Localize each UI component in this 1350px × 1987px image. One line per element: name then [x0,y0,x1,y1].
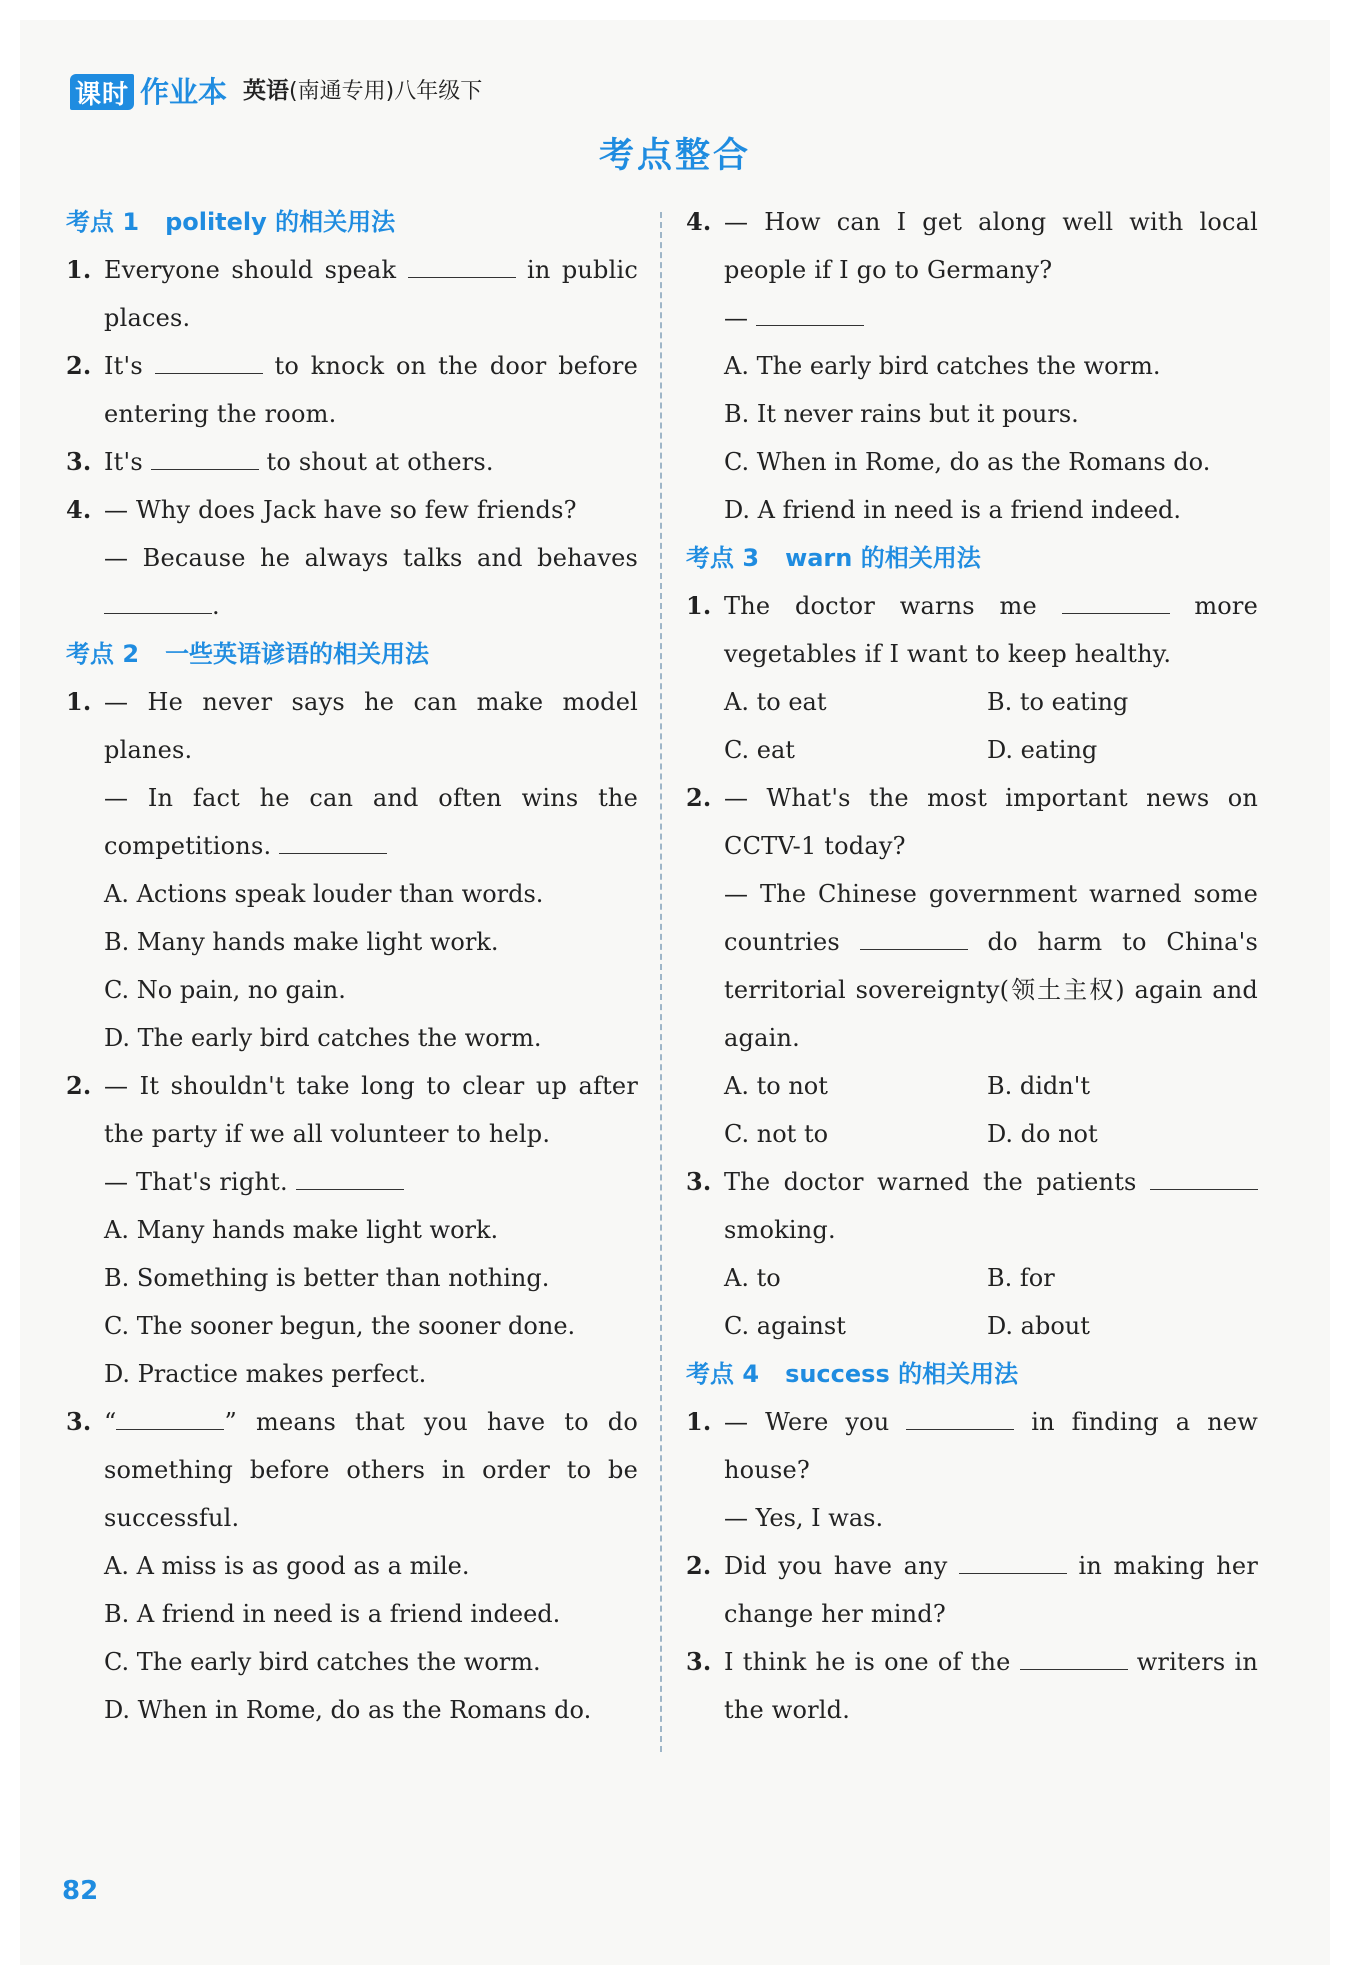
option-a[interactable]: A. Many hands make light work. [104,1216,499,1244]
option-row [686,678,1258,726]
question-text: in making her change her mind? [724,1552,1258,1628]
question-k2-2 [66,1062,638,1158]
answer-blank[interactable] [756,299,864,326]
question-number: 2. [66,351,92,380]
question-number: 1. [686,591,712,620]
question-text: — How can I get along well with local people if I go to Germany? [724,208,1258,284]
question-number: 4. [686,207,712,236]
option-b[interactable]: B. A friend in need is a friend indeed. [104,1600,561,1628]
option-row [686,1062,1258,1110]
answer-blank[interactable] [116,1403,224,1430]
question-text: in public places. [104,256,638,332]
question-k2-1 [66,678,638,774]
left-column [66,198,638,1734]
question-text: The doctor warns me [724,592,1037,620]
right-column [686,198,1258,1734]
question-number: 2. [686,783,712,812]
edition-label: (南通专用)八年级下 [289,79,483,104]
question-text: do harm to China's territorial sovereignty(领土主权) again and again. [724,928,1258,1052]
option-b[interactable]: B. for [987,1264,1055,1292]
question-text: — Were you [724,1408,890,1436]
question-text: means that you have to do something before others in order to be successful. [104,1408,638,1532]
question-text: It's [104,448,143,476]
question-k3-2 [686,774,1258,870]
question-k1-4 [66,486,638,534]
option-row [686,1254,1258,1302]
question-k1-2 [66,342,638,438]
section-heading-1 [66,198,638,246]
question-k3-3 [686,1158,1258,1254]
option-b[interactable]: B. didn't [987,1072,1090,1100]
option-c[interactable]: C. No pain, no gain. [104,976,346,1004]
option-a[interactable]: A. to eat [724,688,827,716]
section-number: 考点 1 [66,208,140,236]
section-number: 考点 4 [686,1360,760,1388]
column-divider [660,212,662,1752]
option-d[interactable]: D. The early bird catches the worm. [104,1024,542,1052]
quote-mark: “ [104,1408,117,1436]
answer-blank[interactable] [1020,1643,1128,1670]
question-text: smoking. [724,1216,836,1244]
question-text: — In fact he can and often wins the competitions. [104,784,638,860]
question-number: 4. [66,495,92,524]
option-d[interactable]: D. Practice makes perfect. [104,1360,427,1388]
question-number: 2. [66,1071,92,1100]
section-number: 考点 3 [686,544,760,572]
question-number: 2. [686,1551,712,1580]
question-text: Everyone should speak [104,256,397,284]
question-text: more vegetables if I want to keep healthy. [724,592,1258,668]
question-k2-3 [66,1398,638,1542]
option-d[interactable]: D. about [987,1312,1090,1340]
option-d[interactable]: D. A friend in need is a friend indeed. [724,496,1182,524]
question-k1-1 [66,246,638,342]
answer-blank[interactable] [959,1547,1067,1574]
question-text: — He never says he can make model planes. [104,688,638,764]
option-a[interactable]: A. to not [724,1072,828,1100]
option-d[interactable]: D. eating [987,736,1098,764]
section-topic: success 的相关用法 [785,1360,1019,1388]
subject-label [243,73,482,110]
question-text: — That's right. [104,1168,288,1196]
option-row [686,726,1258,774]
option-row [686,1302,1258,1350]
option-b[interactable]: B. to eating [987,688,1129,716]
question-k2-1-reply [66,774,638,870]
question-text: It's [104,352,143,380]
page-number: 82 [62,1876,99,1906]
question-k3-1 [686,582,1258,678]
answer-blank[interactable] [296,1163,404,1190]
answer-blank[interactable] [104,587,212,614]
question-k2-2-reply [66,1158,638,1206]
option-d[interactable]: D. do not [987,1120,1098,1148]
section-heading-2 [66,630,638,678]
section-topic: warn 的相关用法 [785,544,981,572]
book-logo-text: 作业本 [140,75,228,109]
section-topic: 一些英语谚语的相关用法 [165,640,430,668]
option-b[interactable]: B. It never rains but it pours. [724,400,1079,428]
answer-blank[interactable] [151,443,259,470]
question-text: — The Chinese government warned some countries [724,880,1258,956]
option-d[interactable]: D. When in Rome, do as the Romans do. [104,1696,592,1724]
option-c[interactable]: C. When in Rome, do as the Romans do. [724,448,1211,476]
question-k1-4-reply [66,534,638,630]
question-text: — Because he always talks and behaves [104,544,638,572]
question-text: — Why does Jack have so few friends? [104,496,577,524]
section-heading-4 [686,1350,1258,1398]
option-c[interactable]: C. The early bird catches the worm. [104,1648,541,1676]
answer-blank[interactable] [155,347,263,374]
question-text: writers in the world. [724,1648,1258,1724]
question-number: 3. [686,1647,712,1676]
option-c[interactable]: C. The sooner begun, the sooner done. [104,1312,576,1340]
option-b[interactable]: B. Many hands make light work. [104,928,499,956]
answer-blank[interactable] [279,827,387,854]
dialog-dash: — [724,304,748,332]
option-a[interactable]: A. The early bird catches the worm. [724,352,1161,380]
answer-blank[interactable] [906,1403,1014,1430]
answer-blank[interactable] [1062,587,1170,614]
section-topic: politely 的相关用法 [165,208,396,236]
option-a[interactable]: A. A miss is as good as a mile. [104,1552,470,1580]
book-logo: 课时 [70,74,134,110]
answer-blank[interactable] [1150,1163,1258,1190]
question-k2-4-reply [686,294,1258,342]
question-number: 3. [66,1407,92,1436]
option-a[interactable]: A. Actions speak louder than words. [104,880,544,908]
page-title: 考点整合 [598,135,751,176]
option-row [686,1110,1258,1158]
question-text: to shout at others. [266,448,494,476]
question-number: 1. [66,687,92,716]
question-k3-2-reply [686,870,1258,1062]
option-c[interactable]: C. not to [724,1120,829,1148]
option-a[interactable]: A. to [724,1264,781,1292]
option-b[interactable]: B. Something is better than nothing. [104,1264,550,1292]
answer-blank[interactable] [860,923,968,950]
question-text: I think he is one of the [724,1648,1011,1676]
question-text: to knock on the door before entering the room. [104,352,638,428]
question-number: 1. [686,1407,712,1436]
subject-name: 英语 [243,78,290,104]
question-number: 1. [66,255,92,284]
answer-blank[interactable] [408,251,516,278]
question-text: Did you have any [724,1552,948,1580]
question-k4-1 [686,1398,1258,1494]
question-text: . [212,592,220,620]
question-text: — What's the most important news on CCTV-1 today? [724,784,1258,860]
question-k4-2 [686,1542,1258,1638]
question-k4-3 [686,1638,1258,1734]
question-text: in finding a new house? [724,1408,1258,1484]
question-text: The doctor warned the patients [724,1168,1137,1196]
question-text: — It shouldn't take long to clear up after the party if we all volunteer to help. [104,1072,638,1148]
question-number: 3. [686,1167,712,1196]
question-k4-1-answer: — Yes, I was. [724,1504,884,1532]
book-header [70,66,482,110]
option-c[interactable]: C. against [724,1312,846,1340]
quote-mark: ” [224,1408,237,1436]
question-number: 3. [66,447,92,476]
option-c[interactable]: C. eat [724,736,795,764]
section-number: 考点 2 [66,640,140,668]
section-heading-3 [686,534,1258,582]
question-k1-3 [66,438,638,486]
question-k2-4 [686,198,1258,294]
